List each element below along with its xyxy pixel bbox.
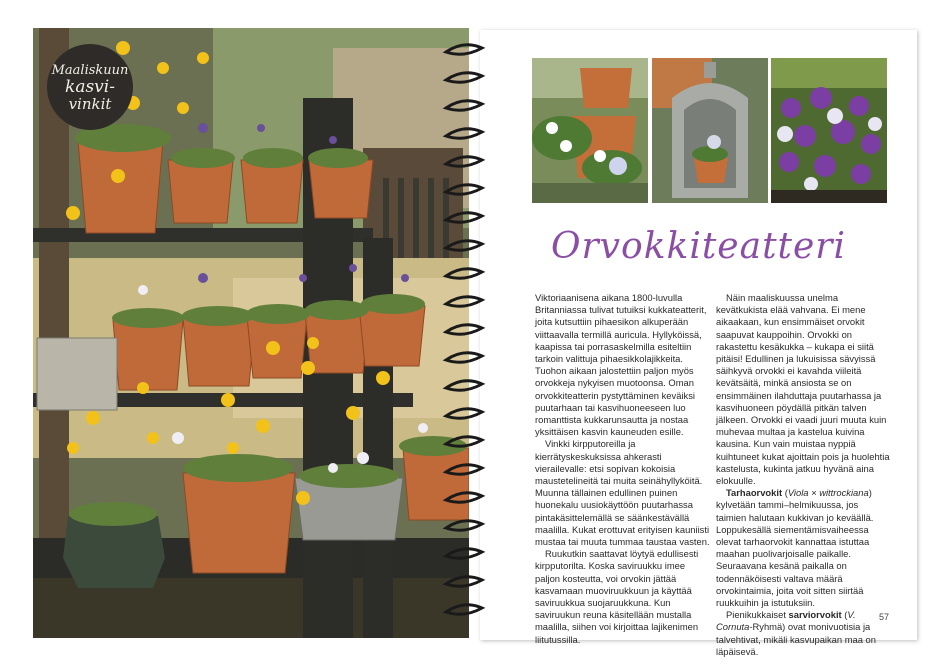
spiral-ring <box>446 45 482 54</box>
article-column-1 <box>535 292 710 646</box>
paragraph <box>716 487 891 609</box>
paragraph: Ruukutkin saattavat löytyä edullisesti kirpputorilta. Koska saviruukku imee paljon kosteutta, voi orvokin jättää kasvamaan muoviruukkuun ja käyttää saviruukkua suojaruukkuna. Kun saviruukun reuna käsitellään mustalla maalilla, siihen voi kirjoittaa lajikenimen liitutussilla. <box>535 548 699 645</box>
cover-photo <box>33 28 469 638</box>
text-run: Pienikukkaiset <box>726 609 789 621</box>
paragraph: Viktoriaanisena aikana 1800-luvulla Britanniassa tulivat tutuiksi kukkateatterit, joita kutsuttiin pihaesikon alkuperään viittaavalla termillä auricula. Hyllyköissä, kaapissa tai porrasaskelmilla esiteltiin tarkoin valittuja pihaesikkolajikkeita. Tuohon aikaan jalostettiin paljon myös orvokkeja nykyisen muotoonsa. Oman orvokkiteatterin pystyttäminen keväiksi puutarhaan tai kasvihuoneeseen luo romanttista kukkarunsautta ja nostaa yksittäisen kasvin kauneuden esille. <box>535 292 707 438</box>
badge-line-2: kasvi- <box>65 76 115 97</box>
text-run: ) kylvetään tammi–helmikuussa, jos taimien halutaan kukkivan jo keväällä. Loppukesällä siementämisvaiheessa olevat tarhaorvokit kannattaa istuttaa maahan puolivarjoisalle paikalle. Seuraavana kesänä paikalla on todennäköisesti valtava määrä orvokintaimia, joita voit sitten siirtää ruukkuihin ja istutuksiin. <box>716 487 874 609</box>
latin-name: Viola × wittrockiana <box>787 487 869 499</box>
spiral-binding <box>442 40 486 630</box>
latin-name: V. Cornuta <box>716 609 856 633</box>
spiral-ring <box>446 465 482 474</box>
spiral-ring <box>446 409 482 418</box>
paragraph: Näin maaliskuussa unelma kevätkukista elää vahvana. Ei mene aikaakaan, kun ensimmäiset orvokit saapuvat kauppoihin. Orvokki on rakastettu kesäkukka – kukapa ei siitä pitäisi! Edullinen ja lukuisissa sävyissä säihkyvä orvokki ei kavahda viileitä kevätsäitä, minkä ansiosta se on ensimmäinen ilahduttaja puutarhassa ja kasvihuoneen pöydällä pitkän talven jälkeen. Orvokki ei vaadi juuri muuta kuin muhevaa multaa ja kastelua kuivina kausina. Kun vain muistaa nyppiä kuihtuneet kukat ajoittain pois ja huolehtia kastelusta, kukinta jatkuu hyvänä aina elokuulle. <box>716 292 890 487</box>
photo-metal-lantern <box>652 58 768 203</box>
spiral-ring <box>446 129 482 138</box>
spiral-ring <box>446 297 482 306</box>
spiral-ring <box>446 325 482 334</box>
article-title: Orvokkiteatteri <box>550 226 847 267</box>
paragraph: Vinkki kirpputoreilla ja kierrätyskeskuksissa ahkerasti vierailevalle: etsi sopivan kokoisia maustetelineitä tai muita seinähyllyköitä. Muunna tällainen edullinen puinen huonekalu uusiokäyttöön puutarhassa pintakäsittelemällä se säänkestävällä maalilla. Kukat erottuvat erityisen kauniisti mustaa tai muuta tummaa taustaa vasten. <box>535 438 710 548</box>
spiral-ring <box>446 521 482 530</box>
spiral-ring <box>446 605 482 614</box>
text-run: ( <box>782 487 788 499</box>
page-number: 57 <box>878 612 889 622</box>
spiral-ring <box>446 241 482 250</box>
badge-line-1: Maaliskuun <box>51 62 129 78</box>
text-page <box>480 30 917 657</box>
spiral-ring <box>446 185 482 194</box>
photo-purple-pansies <box>771 58 887 203</box>
article-column-2 <box>716 292 891 658</box>
spiral-ring <box>446 493 482 502</box>
spiral-ring <box>446 549 482 558</box>
spiral-ring <box>446 437 482 446</box>
spiral-ring <box>446 577 482 586</box>
spiral-ring <box>446 157 482 166</box>
photo-stacked-pots <box>532 58 648 203</box>
term-bold: Tarhaorvokit <box>726 487 783 499</box>
spiral-ring <box>446 269 482 278</box>
spiral-ring <box>446 381 482 390</box>
spiral-ring <box>446 101 482 110</box>
spiral-ring <box>446 73 482 82</box>
text-run: ( <box>841 609 848 621</box>
term-bold: sarviorvokit <box>788 609 842 621</box>
spiral-ring <box>446 213 482 222</box>
badge-line-3: vinkit <box>68 94 112 113</box>
monthly-tips-badge <box>47 44 133 130</box>
spiral-ring <box>446 353 482 362</box>
text-run: -Ryhmä) ovat monivuotisia ja talvehtivat, mikäli kasvupaikan maa on läpäisevä. <box>716 621 876 657</box>
paragraph <box>716 609 891 658</box>
